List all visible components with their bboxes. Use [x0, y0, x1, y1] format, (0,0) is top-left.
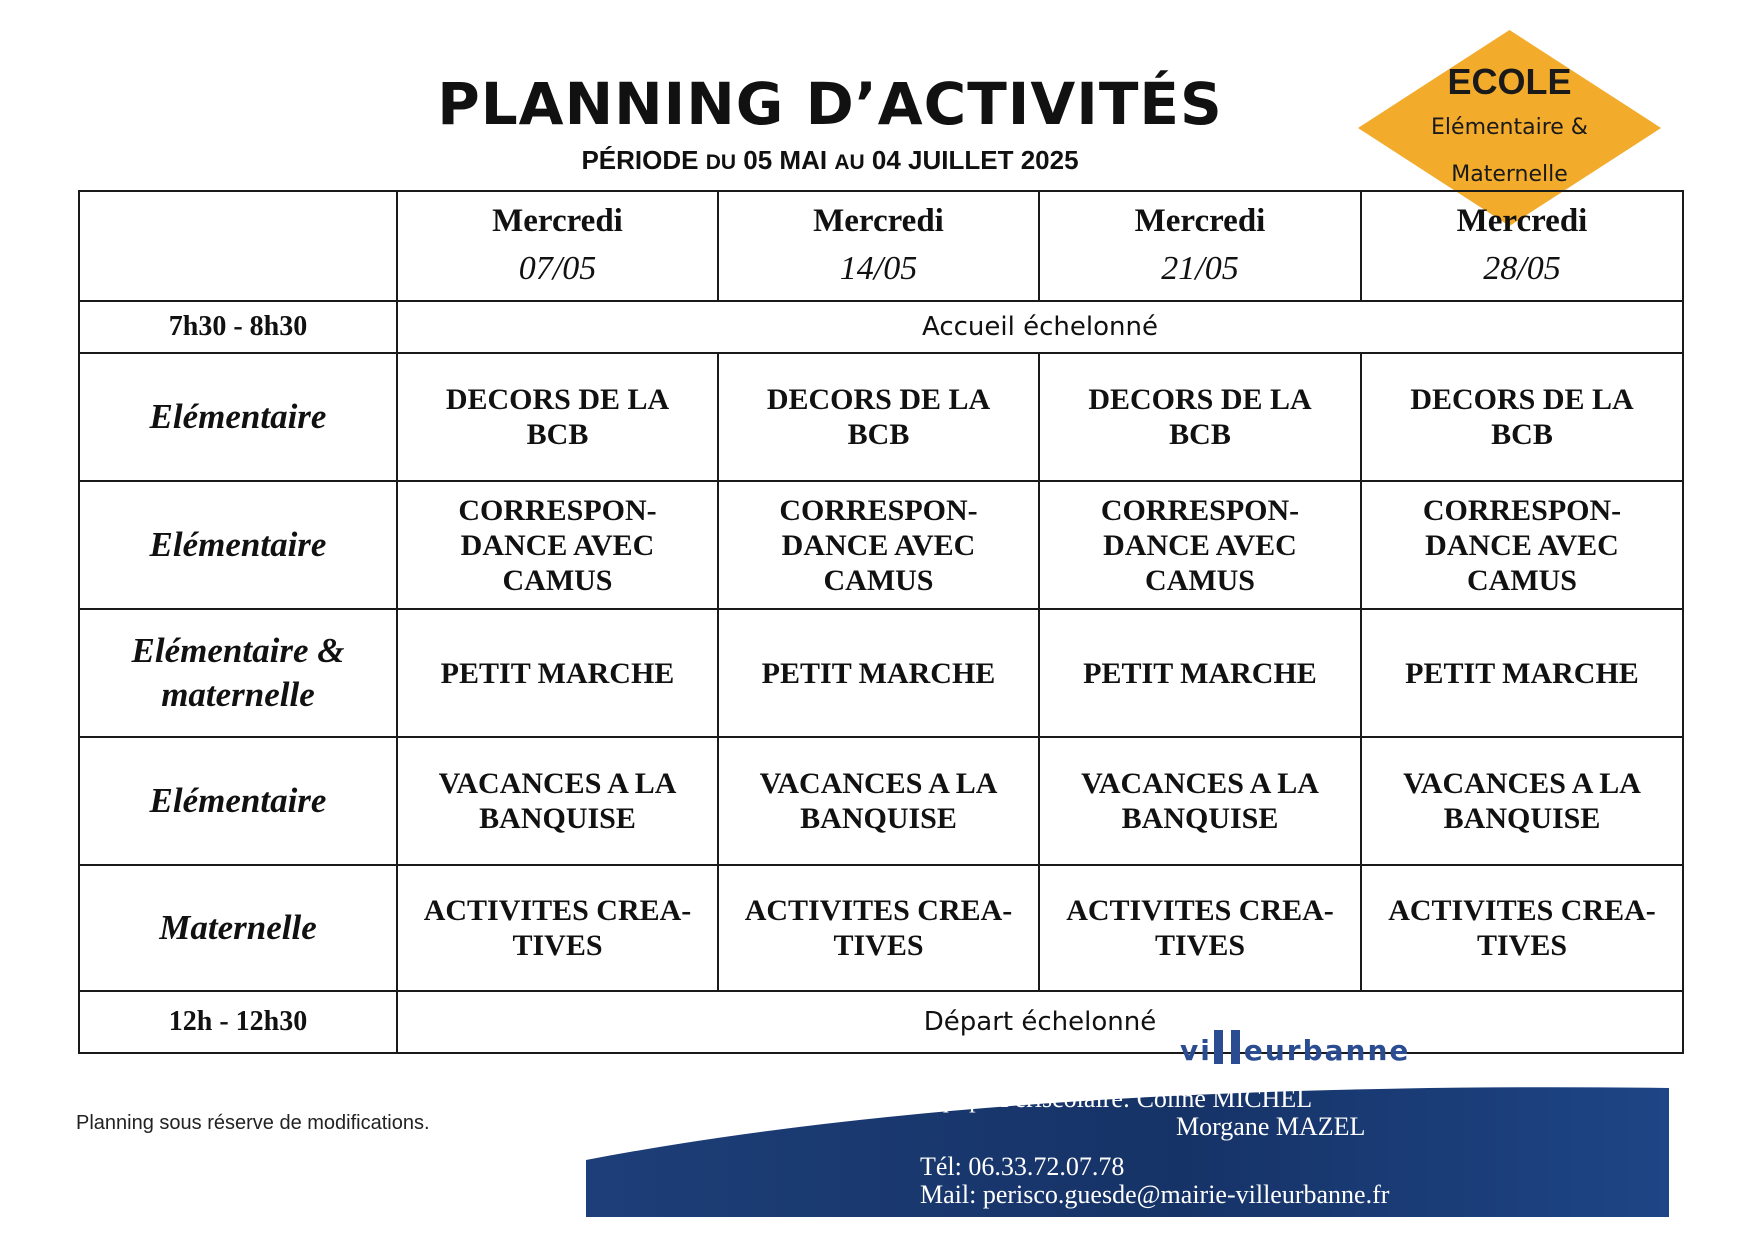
activity-line: CAMUS: [1145, 563, 1255, 597]
activity-table: [78, 190, 1684, 1054]
day-header: [718, 191, 1039, 301]
activity-line: DANCE AVEC: [1103, 528, 1297, 562]
activity-line: TIVES: [512, 929, 603, 962]
subtitle-au: AU: [834, 151, 865, 174]
row-label: Elémentaire: [79, 353, 397, 481]
activity-cell: [718, 865, 1039, 991]
activity-line: DECORS DE LA: [766, 383, 991, 416]
activity-line: BCB: [1169, 418, 1231, 451]
activity-line: VACANCES A LA: [1081, 767, 1319, 800]
activity-line: BANQUISE: [800, 802, 957, 835]
activity-line: DECORS DE LA: [445, 383, 670, 416]
footnote: Planning sous réserve de modifications.: [76, 1112, 430, 1134]
activity-line: BCB: [526, 418, 589, 451]
activity-line: TIVES: [833, 929, 924, 962]
activity-line: BCB: [847, 418, 910, 451]
row-label: Elémentaire: [79, 481, 397, 609]
activity-line: PETIT MARCHE: [440, 656, 675, 690]
activity-line: PETIT MARCHE: [1405, 656, 1639, 690]
morning-welcome: Accueil échelonné: [397, 301, 1683, 353]
logo-text-right: eurbanne: [1243, 1034, 1411, 1067]
day-name: Mercredi: [492, 203, 623, 239]
activity-line: PETIT MARCHE: [761, 656, 996, 690]
team-line: Equipe Périscolaire: Coline MICHEL: [920, 1084, 1313, 1113]
page-title: PLANNING D’ACTIVITÉS: [437, 70, 1223, 138]
day-header: [1039, 191, 1361, 301]
morning-time: 7h30 - 8h30: [79, 301, 397, 353]
activity-line: TIVES: [1154, 929, 1246, 962]
row-label-line: maternelle: [161, 675, 315, 714]
activity-cell: [718, 737, 1039, 865]
badge-title: ECOLE: [1447, 61, 1572, 102]
badge-line-1: Elémentaire &: [1431, 115, 1588, 140]
activity-cell: [397, 353, 718, 481]
subtitle-start: 05 MAI: [743, 145, 828, 175]
team-line-2: Morgane MAZEL: [1176, 1112, 1366, 1141]
activity-line: DANCE AVEC: [1425, 528, 1619, 562]
phone-line: Tél: 06.33.72.07.78: [920, 1152, 1125, 1181]
day-name: Mercredi: [813, 203, 944, 239]
activity-cell: [397, 609, 718, 737]
activity-line: ACTIVITES CREA-: [1066, 894, 1334, 927]
activity-line: CORRESPON-: [458, 493, 657, 527]
mail-line: Mail: perisco.guesde@mairie-villeurbanne.fr: [920, 1180, 1390, 1209]
period-subtitle: [400, 145, 1260, 176]
activity-line: BCB: [1491, 418, 1553, 451]
subtitle-du: DU: [705, 151, 737, 174]
day-header: [1361, 191, 1683, 301]
day-name: Mercredi: [1456, 203, 1588, 239]
activity-line: BANQUISE: [1121, 802, 1279, 835]
activity-line: CORRESPON-: [779, 493, 978, 527]
activity-line: ACTIVITES CREA-: [744, 894, 1013, 927]
activity-cell: [397, 737, 718, 865]
activity-line: BANQUISE: [479, 802, 636, 835]
table-row: [79, 481, 1683, 609]
table-row: [79, 737, 1683, 865]
activity-cell: [1361, 737, 1683, 865]
activity-line: PETIT MARCHE: [1083, 656, 1317, 690]
activity-cell: [1039, 481, 1361, 609]
activity-line: VACANCES A LA: [438, 767, 677, 800]
morning-row: [79, 301, 1683, 353]
activity-line: ACTIVITES CREA-: [423, 894, 692, 927]
activity-line: VACANCES A LA: [759, 767, 998, 800]
activity-cell: [1039, 865, 1361, 991]
activity-cell: [718, 609, 1039, 737]
activity-line: BANQUISE: [1443, 802, 1601, 835]
row-label: Maternelle: [79, 865, 397, 991]
activity-line: CAMUS: [502, 563, 613, 597]
subtitle-end: 04 JUILLET 2025: [871, 145, 1079, 175]
day-date: 07/05: [518, 250, 597, 287]
activity-cell: [397, 865, 718, 991]
row-label: Elémentaire: [79, 737, 397, 865]
subtitle-periode: PÉRIODE: [581, 145, 699, 175]
logo-text-left: vi: [1180, 1034, 1212, 1067]
activity-line: CORRESPON-: [1422, 493, 1622, 527]
activity-cell: [1039, 609, 1361, 737]
table-row: [79, 609, 1683, 737]
day-date: 14/05: [839, 250, 918, 287]
activity-line: TIVES: [1476, 929, 1568, 962]
day-date: 28/05: [1483, 250, 1561, 287]
activity-line: VACANCES A LA: [1403, 767, 1641, 800]
activity-line: DANCE AVEC: [781, 528, 976, 562]
noon-departure: Départ échelonné: [397, 991, 1683, 1053]
contact-info: [920, 1085, 1389, 1209]
row-label: [79, 609, 397, 737]
activity-cell: [1039, 737, 1361, 865]
activity-line: CAMUS: [823, 563, 934, 597]
logo-bars-icon: [1214, 1030, 1242, 1064]
activity-cell: [1361, 353, 1683, 481]
corner-cell: [79, 191, 397, 301]
activity-cell: [1039, 353, 1361, 481]
table-row: [79, 865, 1683, 991]
activity-line: CAMUS: [1467, 563, 1577, 597]
activity-cell: [1361, 481, 1683, 609]
activity-line: ACTIVITES CREA-: [1388, 894, 1656, 927]
activity-line: DECORS DE LA: [1088, 383, 1312, 416]
activity-line: DECORS DE LA: [1410, 383, 1634, 416]
activity-cell: [1361, 609, 1683, 737]
day-header: [397, 191, 718, 301]
activity-line: CORRESPON-: [1100, 493, 1300, 527]
activity-cell: [397, 481, 718, 609]
row-label-line: Elémentaire &: [131, 631, 345, 670]
badge-line-2: Maternelle: [1451, 162, 1568, 187]
day-name: Mercredi: [1134, 203, 1266, 239]
activity-cell: [718, 481, 1039, 609]
day-date: 21/05: [1161, 250, 1239, 287]
activity-cell: [1361, 865, 1683, 991]
activity-line: DANCE AVEC: [460, 528, 655, 562]
table-row: [79, 353, 1683, 481]
activity-cell: [718, 353, 1039, 481]
noon-row: [79, 991, 1683, 1053]
noon-time: 12h - 12h30: [79, 991, 397, 1053]
header-row: [79, 191, 1683, 301]
